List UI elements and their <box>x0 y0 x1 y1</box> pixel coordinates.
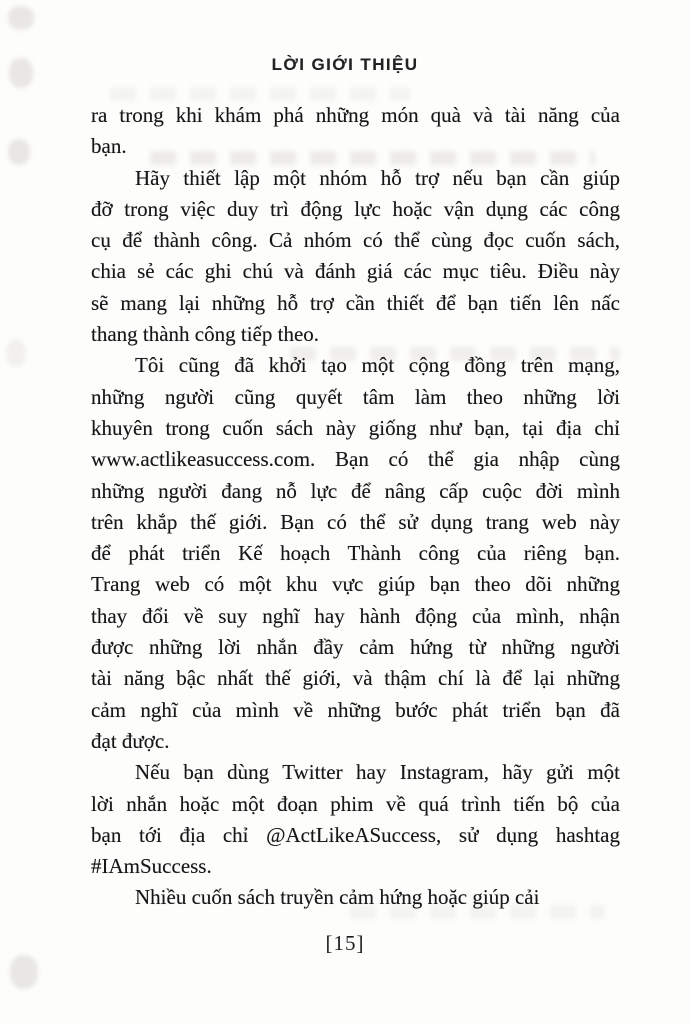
paragraph-2-line-2: đỡ trong việc duy trì động lực hoặc vận dụng các công <box>91 196 620 221</box>
paragraph-3-line-12: cảm nghĩ của mình về những bước phát triển bạn đã <box>91 697 620 722</box>
paragraph-2-line-3: cụ để thành công. Cả nhóm có thể cùng đọc cuốn sách, <box>91 228 620 253</box>
paragraph-4-line-3: bạn tới địa chỉ @ActLikeASuccess, sử dụng hashtag <box>91 822 620 847</box>
paragraph-2-line-1: Hãy thiết lập một nhóm hỗ trợ nếu bạn cần giúp <box>135 165 620 190</box>
paragraph-2-line-5: sẽ mang lại những hỗ trợ cần thiết để bạn tiến lên nấc <box>91 290 620 315</box>
paragraph-4-line-2: lời nhắn hoặc một đoạn phim về quá trình tiến bộ của <box>91 791 620 816</box>
paragraph-3-line-9: thay đổi về suy nghĩ hay hành động của mình, nhận <box>91 603 620 628</box>
paragraph-3-line-4: www.actlikeasuccess.com. Bạn có thể gia nhập cùng <box>91 447 620 472</box>
paragraph-4-line-1: Nếu bạn dùng Twitter hay Instagram, hãy gửi một <box>135 760 620 785</box>
scan-smudge <box>8 6 34 30</box>
paragraph-3-line-3: khuyên trong cuốn sách này giống như bạn, tại địa chỉ <box>91 415 620 440</box>
paragraph-1-line-2: bạn. <box>91 134 127 159</box>
scan-smudge <box>8 139 30 165</box>
paragraph-3-line-7: để phát triển Kế hoạch Thành công của riêng bạn. <box>91 541 620 566</box>
paragraph-2-line-6: thang thành công tiếp theo. <box>91 322 320 347</box>
page-number: [15] <box>325 931 365 955</box>
paragraph-2-line-4: chia sẻ các ghi chú và đánh giá các mục tiêu. Điều này <box>91 259 620 284</box>
paragraph-3-line-10: được những lời nhắn đầy cảm hứng từ những người <box>91 635 620 660</box>
scan-smudge <box>10 955 38 989</box>
paragraph-3-line-1: Tôi cũng đã khởi tạo một cộng đồng trên mạng, <box>135 353 620 378</box>
paragraph-3-line-2: những người cũng quyết tâm làm theo những lời <box>91 384 620 409</box>
chapter-header: LỜI GIỚI THIỆU <box>271 55 419 74</box>
scan-smudge <box>6 340 26 366</box>
paragraph-3-line-11: tài năng bậc nhất thế giới, và thậm chí là để lại những <box>91 666 620 691</box>
paragraph-3-line-5: những người đang nỗ lực để nâng cấp cuộc đời mình <box>91 478 620 503</box>
ghost-text-showthrough <box>110 87 410 101</box>
paragraph-1-line-1: ra trong khi khám phá những món quà và tài năng của <box>91 103 620 127</box>
paragraph-4-line-4: #IAmSuccess. <box>91 854 212 879</box>
paragraph-3-line-8: Trang web có một khu vực giúp bạn theo dõi những <box>91 572 620 597</box>
paragraph-5-line-1: Nhiều cuốn sách truyền cảm hứng hoặc giúp cải <box>135 885 540 910</box>
paragraph-3-line-13: đạt được. <box>91 728 170 753</box>
paragraph-3-line-6: trên khắp thế giới. Bạn có thể sử dụng trang web này <box>91 509 620 534</box>
body-text-block <box>91 100 620 914</box>
